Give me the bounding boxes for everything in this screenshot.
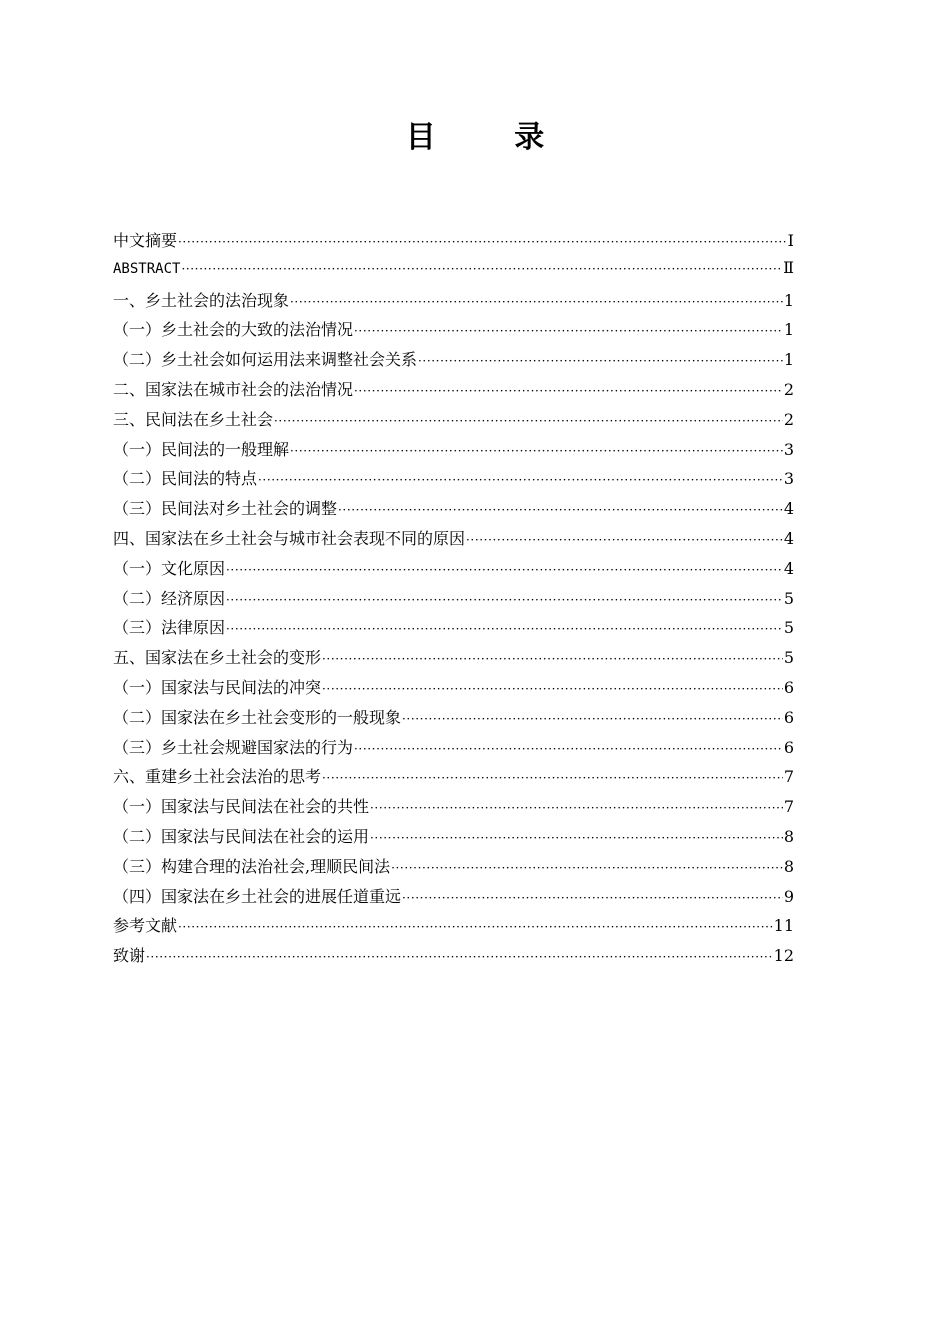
toc-entry-page: 1 bbox=[783, 290, 794, 310]
toc-entry-section-4-2[interactable] bbox=[113, 586, 794, 616]
toc-entry-page: 12 bbox=[773, 946, 794, 966]
toc-entry-page: 5 bbox=[783, 618, 794, 638]
toc-dot-leader bbox=[370, 831, 783, 845]
toc-entry-page: 2 bbox=[783, 379, 794, 399]
toc-entry-page: 3 bbox=[783, 439, 794, 459]
toc-entry-label: （二）经济原因 bbox=[113, 588, 226, 608]
toc-entry-section-3-3[interactable] bbox=[113, 496, 794, 526]
toc-entry-label: （四）国家法在乡土社会的进展任道重远 bbox=[113, 886, 402, 906]
toc-entry-label: 参考文献 bbox=[113, 916, 178, 936]
toc-dot-leader bbox=[322, 771, 783, 785]
toc-entry-page: 5 bbox=[783, 588, 794, 608]
page-title: 目 录 bbox=[405, 120, 579, 155]
toc-entry-page: 6 bbox=[783, 737, 794, 757]
toc-entry-label: 五、国家法在乡土社会的变形 bbox=[113, 648, 322, 668]
toc-dot-leader bbox=[391, 861, 783, 875]
toc-dot-leader bbox=[466, 533, 783, 547]
toc-entry-label: 中文摘要 bbox=[113, 231, 178, 250]
toc-entry-label: 四、国家法在乡土社会与城市社会表现不同的原因 bbox=[113, 528, 466, 548]
toc-entry-section-3-2[interactable] bbox=[113, 466, 794, 496]
toc-entry-label: （二）国家法与民间法在社会的运用 bbox=[113, 826, 370, 846]
toc-entry-page: 5 bbox=[783, 648, 794, 668]
toc-entry-section-5-3[interactable] bbox=[113, 735, 794, 765]
toc-entry-label: （一）国家法与民间法的冲突 bbox=[113, 677, 322, 697]
table-of-contents bbox=[113, 228, 794, 973]
toc-dot-leader bbox=[258, 473, 783, 487]
toc-entry-abstract-en[interactable] bbox=[113, 258, 794, 288]
toc-entry-section-5-2[interactable] bbox=[113, 705, 794, 735]
toc-dot-leader bbox=[226, 593, 783, 607]
toc-dot-leader bbox=[226, 622, 783, 636]
toc-entry-section-4-1[interactable] bbox=[113, 556, 794, 586]
toc-entry-abstract-cn[interactable] bbox=[113, 228, 794, 258]
toc-entry-page: 4 bbox=[783, 558, 794, 578]
toc-dot-leader bbox=[418, 354, 783, 368]
toc-entry-label: 一、乡土社会的法治现象 bbox=[113, 290, 290, 310]
toc-entry-label: （二）国家法在乡土社会变形的一般现象 bbox=[113, 707, 402, 727]
toc-dot-leader bbox=[181, 262, 782, 276]
toc-entry-label: 致谢 bbox=[113, 946, 146, 966]
toc-entry-page: 8 bbox=[783, 826, 794, 846]
toc-entry-acknowledgements[interactable] bbox=[113, 943, 794, 973]
toc-entry-section-6-3[interactable] bbox=[113, 854, 794, 884]
toc-entry-section-4[interactable] bbox=[113, 526, 794, 556]
toc-dot-leader bbox=[402, 712, 783, 726]
toc-entry-page: 7 bbox=[783, 767, 794, 787]
toc-entry-page: 2 bbox=[783, 409, 794, 429]
toc-entry-section-5-1[interactable] bbox=[113, 675, 794, 705]
toc-entry-page: 4 bbox=[783, 528, 794, 548]
toc-entry-label: （三）构建合理的法治社会,理顺民间法 bbox=[113, 856, 391, 876]
toc-entry-label: ABSTRACT bbox=[113, 260, 181, 277]
toc-entry-section-6[interactable] bbox=[113, 764, 794, 794]
toc-entry-page: 1 bbox=[783, 320, 794, 340]
toc-entry-label: （一）文化原因 bbox=[113, 558, 226, 578]
toc-entry-section-6-2[interactable] bbox=[113, 824, 794, 854]
toc-entry-section-1-1[interactable] bbox=[113, 317, 794, 347]
toc-entry-label: 二、国家法在城市社会的法治情况 bbox=[113, 379, 354, 399]
toc-entry-section-3[interactable] bbox=[113, 407, 794, 437]
toc-entry-label: 六、重建乡土社会法治的思考 bbox=[113, 767, 322, 787]
toc-entry-section-1-2[interactable] bbox=[113, 347, 794, 377]
toc-entry-page: 9 bbox=[783, 886, 794, 906]
toc-entry-page: Ⅱ bbox=[783, 257, 794, 277]
toc-entry-section-5[interactable] bbox=[113, 645, 794, 675]
toc-entry-label: （三）乡土社会规避国家法的行为 bbox=[113, 737, 354, 757]
toc-dot-leader bbox=[290, 295, 783, 309]
toc-entry-label: （二）民间法的特点 bbox=[113, 469, 258, 489]
toc-entry-section-4-3[interactable] bbox=[113, 615, 794, 645]
toc-entry-page: Ⅰ bbox=[787, 231, 794, 250]
toc-entry-section-2[interactable] bbox=[113, 377, 794, 407]
toc-entry-references[interactable] bbox=[113, 913, 794, 943]
toc-entry-label: （三）民间法对乡土社会的调整 bbox=[113, 499, 338, 519]
toc-dot-leader bbox=[274, 414, 783, 428]
toc-entry-section-6-1[interactable] bbox=[113, 794, 794, 824]
toc-dot-leader bbox=[354, 324, 783, 338]
toc-entry-page: 1 bbox=[783, 350, 794, 370]
toc-dot-leader bbox=[322, 682, 783, 696]
toc-dot-leader bbox=[146, 950, 773, 964]
toc-dot-leader bbox=[338, 503, 783, 517]
toc-dot-leader bbox=[354, 384, 783, 398]
toc-entry-label: （一）民间法的一般理解 bbox=[113, 439, 290, 459]
toc-entry-page: 7 bbox=[783, 797, 794, 817]
toc-dot-leader bbox=[178, 920, 773, 934]
toc-dot-leader bbox=[178, 235, 787, 249]
toc-dot-leader bbox=[354, 742, 783, 756]
toc-dot-leader bbox=[290, 444, 783, 458]
toc-entry-label: （一）国家法与民间法在社会的共性 bbox=[113, 797, 370, 817]
toc-dot-leader bbox=[402, 891, 783, 905]
toc-entry-page: 6 bbox=[783, 707, 794, 727]
toc-entry-label: （二）乡土社会如何运用法来调整社会关系 bbox=[113, 350, 418, 370]
toc-entry-page: 6 bbox=[783, 677, 794, 697]
toc-entry-label: （一）乡土社会的大致的法治情况 bbox=[113, 320, 354, 340]
toc-entry-page: 4 bbox=[783, 499, 794, 519]
toc-entry-section-6-4[interactable] bbox=[113, 884, 794, 914]
toc-entry-label: 三、民间法在乡土社会 bbox=[113, 409, 274, 429]
toc-entry-section-1[interactable] bbox=[113, 288, 794, 318]
toc-entry-label: （三）法律原因 bbox=[113, 618, 226, 638]
toc-entry-section-3-1[interactable] bbox=[113, 437, 794, 467]
toc-entry-page: 8 bbox=[783, 856, 794, 876]
toc-dot-leader bbox=[370, 801, 783, 815]
toc-dot-leader bbox=[226, 563, 783, 577]
toc-entry-page: 11 bbox=[773, 916, 794, 936]
toc-entry-page: 3 bbox=[783, 469, 794, 489]
toc-dot-leader bbox=[322, 652, 783, 666]
